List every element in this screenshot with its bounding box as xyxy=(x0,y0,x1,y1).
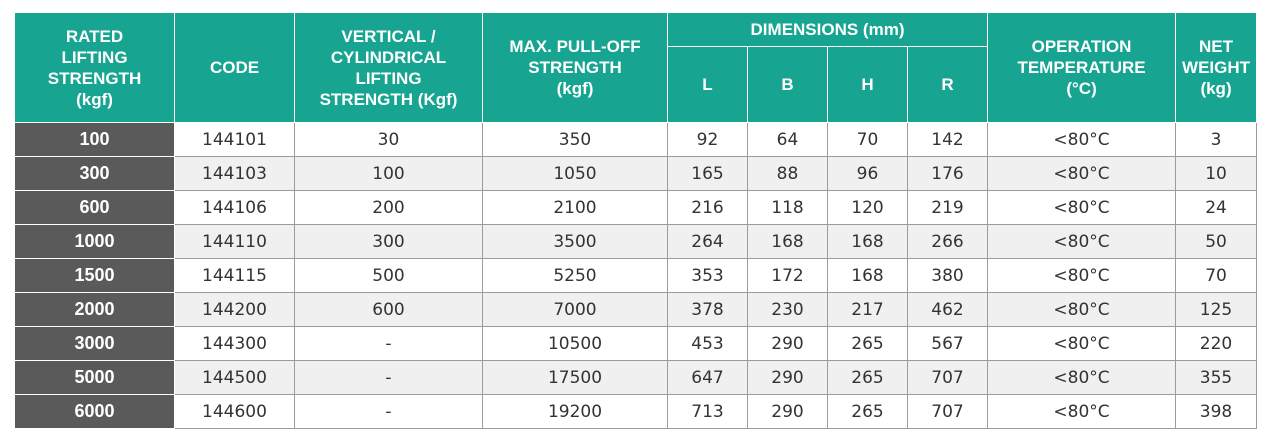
header-line: (kg) xyxy=(1200,79,1232,98)
cell-code: 144103 xyxy=(175,157,295,191)
table-row xyxy=(15,395,1257,429)
header-line: STRENGTH xyxy=(47,68,142,88)
header-line: NET xyxy=(1199,37,1234,56)
cell-dim-h: 120 xyxy=(828,191,908,225)
cell-net-weight: 10 xyxy=(1176,157,1257,191)
cell-net-weight: 24 xyxy=(1176,191,1257,225)
cell-vertical-strength: 100 xyxy=(295,157,483,191)
cell-code: 144500 xyxy=(175,361,295,395)
cell-dim-b: 118 xyxy=(748,191,828,225)
cell-dim-l: 353 xyxy=(668,259,748,293)
cell-dim-r: 266 xyxy=(908,225,988,259)
table-body xyxy=(15,123,1257,429)
cell-pull-off-strength: 350 xyxy=(483,123,668,157)
cell-code: 144600 xyxy=(175,395,295,429)
cell-pull-off-strength: 19200 xyxy=(483,395,668,429)
cell-dim-l: 378 xyxy=(668,293,748,327)
table-row xyxy=(15,293,1257,327)
header-line: STRENGTH (Kgf) xyxy=(319,89,458,109)
cell-operation-temperature: <80°C xyxy=(988,191,1176,225)
header-line: MAX. PULL-OFF xyxy=(509,37,641,56)
cell-dim-h: 265 xyxy=(828,361,908,395)
header-code xyxy=(175,13,295,123)
cell-dim-l: 713 xyxy=(668,395,748,429)
cell-rated-strength: 3000 xyxy=(15,327,175,361)
cell-net-weight: 355 xyxy=(1176,361,1257,395)
cell-dim-h: 217 xyxy=(828,293,908,327)
cell-dim-r: 380 xyxy=(908,259,988,293)
header-max-pull-off-strength xyxy=(483,13,668,123)
table-row xyxy=(15,123,1257,157)
cell-dim-r: 707 xyxy=(908,361,988,395)
spec-table xyxy=(14,12,1257,429)
cell-dim-l: 165 xyxy=(668,157,748,191)
header-line: WEIGHT xyxy=(1182,58,1251,77)
header-line: LIFTING xyxy=(61,47,128,67)
header-dim-b: B xyxy=(748,47,828,123)
cell-vertical-strength: 600 xyxy=(295,293,483,327)
cell-operation-temperature: <80°C xyxy=(988,123,1176,157)
cell-net-weight: 398 xyxy=(1176,395,1257,429)
cell-dim-b: 290 xyxy=(748,395,828,429)
cell-operation-temperature: <80°C xyxy=(988,361,1176,395)
header-line: LIFTING xyxy=(355,68,422,88)
cell-dim-b: 168 xyxy=(748,225,828,259)
cell-dim-r: 219 xyxy=(908,191,988,225)
cell-operation-temperature: <80°C xyxy=(988,395,1176,429)
cell-net-weight: 125 xyxy=(1176,293,1257,327)
cell-net-weight: 50 xyxy=(1176,225,1257,259)
cell-pull-off-strength: 1050 xyxy=(483,157,668,191)
cell-dim-l: 92 xyxy=(668,123,748,157)
cell-vertical-strength: - xyxy=(295,361,483,395)
cell-dim-h: 70 xyxy=(828,123,908,157)
cell-rated-strength: 100 xyxy=(15,123,175,157)
cell-vertical-strength: 500 xyxy=(295,259,483,293)
cell-rated-strength: 2000 xyxy=(15,293,175,327)
table-row xyxy=(15,327,1257,361)
header-dim-l: L xyxy=(668,47,748,123)
cell-dim-b: 88 xyxy=(748,157,828,191)
cell-dim-l: 453 xyxy=(668,327,748,361)
cell-operation-temperature: <80°C xyxy=(988,293,1176,327)
table-row xyxy=(15,157,1257,191)
header-line: (kgf) xyxy=(76,89,113,109)
header-vertical-cylindrical-strength xyxy=(295,13,483,123)
cell-pull-off-strength: 2100 xyxy=(483,191,668,225)
table-header xyxy=(15,13,1257,123)
cell-net-weight: 70 xyxy=(1176,259,1257,293)
cell-code: 144110 xyxy=(175,225,295,259)
cell-dim-h: 265 xyxy=(828,395,908,429)
cell-code: 144200 xyxy=(175,293,295,327)
cell-dim-h: 168 xyxy=(828,259,908,293)
cell-dim-b: 172 xyxy=(748,259,828,293)
cell-rated-strength: 1500 xyxy=(15,259,175,293)
cell-code: 144106 xyxy=(175,191,295,225)
cell-pull-off-strength: 5250 xyxy=(483,259,668,293)
cell-pull-off-strength: 10500 xyxy=(483,327,668,361)
cell-dim-b: 64 xyxy=(748,123,828,157)
header-dim-h: H xyxy=(828,47,908,123)
cell-pull-off-strength: 3500 xyxy=(483,225,668,259)
header-net-weight xyxy=(1176,13,1257,123)
header-dimensions: DIMENSIONS (mm) xyxy=(668,13,988,47)
cell-operation-temperature: <80°C xyxy=(988,225,1176,259)
cell-dim-b: 290 xyxy=(748,361,828,395)
cell-vertical-strength: 200 xyxy=(295,191,483,225)
cell-vertical-strength: 30 xyxy=(295,123,483,157)
header-line: CODE xyxy=(209,58,260,77)
cell-dim-r: 707 xyxy=(908,395,988,429)
cell-operation-temperature: <80°C xyxy=(988,327,1176,361)
cell-rated-strength: 6000 xyxy=(15,395,175,429)
table-row xyxy=(15,259,1257,293)
cell-operation-temperature: <80°C xyxy=(988,259,1176,293)
header-rated-lifting-strength xyxy=(15,13,175,123)
cell-dim-h: 168 xyxy=(828,225,908,259)
cell-vertical-strength: - xyxy=(295,395,483,429)
header-line: (kgf) xyxy=(556,79,594,98)
cell-dim-r: 176 xyxy=(908,157,988,191)
cell-dim-r: 142 xyxy=(908,123,988,157)
cell-dim-h: 265 xyxy=(828,327,908,361)
table-row xyxy=(15,191,1257,225)
table-row xyxy=(15,361,1257,395)
cell-code: 144115 xyxy=(175,259,295,293)
header-line: VERTICAL / xyxy=(341,26,436,46)
cell-pull-off-strength: 7000 xyxy=(483,293,668,327)
table-row xyxy=(15,225,1257,259)
cell-dim-r: 567 xyxy=(908,327,988,361)
cell-code: 144300 xyxy=(175,327,295,361)
cell-rated-strength: 5000 xyxy=(15,361,175,395)
header-operation-temperature xyxy=(988,13,1176,123)
header-line: CYLINDRICAL xyxy=(330,47,447,67)
cell-dim-l: 264 xyxy=(668,225,748,259)
cell-net-weight: 3 xyxy=(1176,123,1257,157)
cell-net-weight: 220 xyxy=(1176,327,1257,361)
cell-dim-h: 96 xyxy=(828,157,908,191)
cell-dim-b: 290 xyxy=(748,327,828,361)
cell-dim-l: 216 xyxy=(668,191,748,225)
cell-vertical-strength: 300 xyxy=(295,225,483,259)
header-dim-r: R xyxy=(908,47,988,123)
cell-pull-off-strength: 17500 xyxy=(483,361,668,395)
header-line: TEMPERATURE xyxy=(1017,58,1146,77)
spec-table-container xyxy=(14,12,1256,429)
header-line: STRENGTH xyxy=(528,58,622,77)
cell-dim-b: 230 xyxy=(748,293,828,327)
cell-operation-temperature: <80°C xyxy=(988,157,1176,191)
header-line: OPERATION xyxy=(1031,37,1132,56)
cell-rated-strength: 600 xyxy=(15,191,175,225)
cell-rated-strength: 300 xyxy=(15,157,175,191)
header-line: (°C) xyxy=(1066,79,1097,98)
cell-code: 144101 xyxy=(175,123,295,157)
cell-dim-l: 647 xyxy=(668,361,748,395)
cell-rated-strength: 1000 xyxy=(15,225,175,259)
header-line: RATED xyxy=(65,26,124,46)
cell-dim-r: 462 xyxy=(908,293,988,327)
cell-vertical-strength: - xyxy=(295,327,483,361)
